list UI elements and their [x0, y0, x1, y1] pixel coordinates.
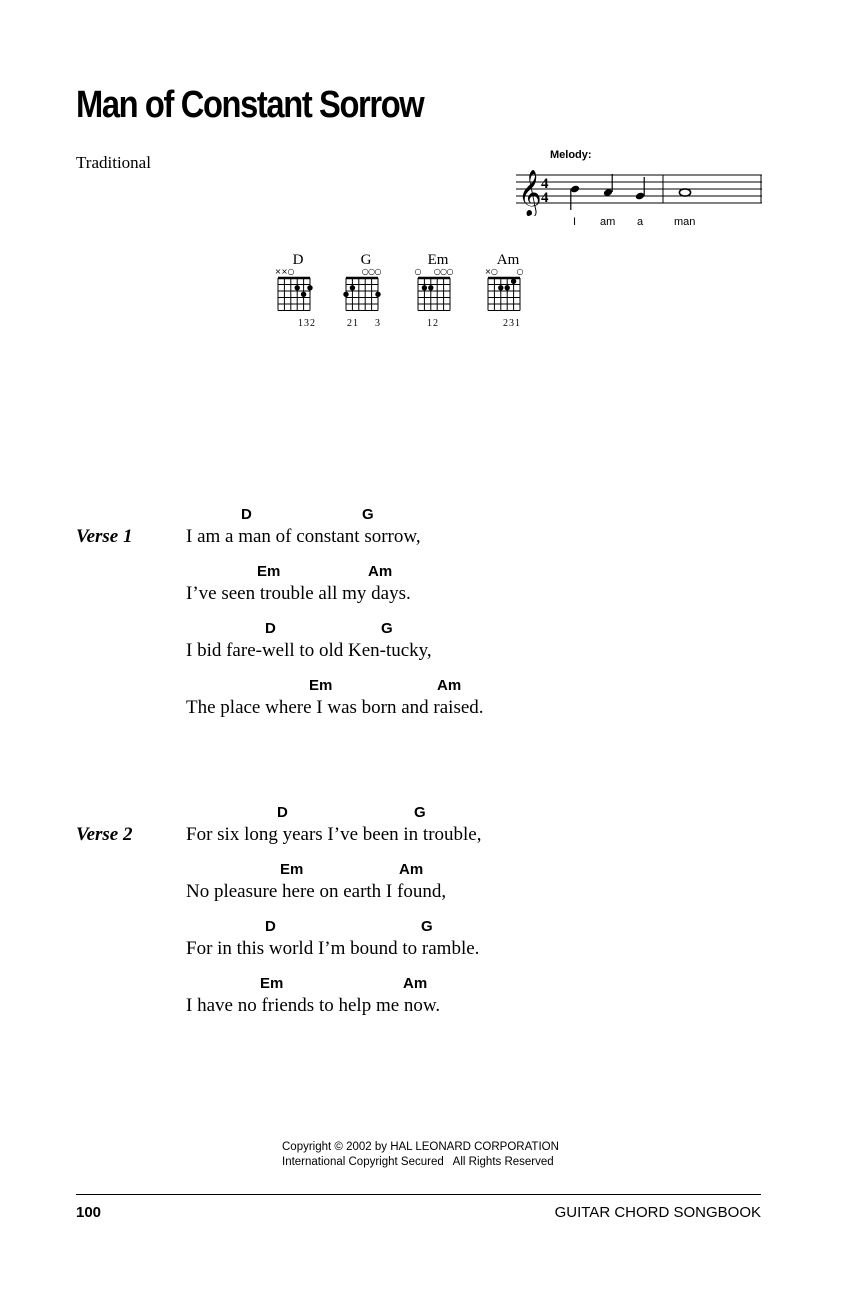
chord-symbol: Em [309, 677, 333, 694]
svg-text:○: ○ [490, 267, 498, 276]
chord-symbol: G [414, 804, 426, 821]
copyright-line: International Copyright Secured All Rights Reserved [282, 1156, 554, 1168]
chord-symbol: Am [399, 861, 424, 878]
lyric-line: I bid fare-well to old Ken-tucky, [186, 640, 432, 661]
chord-diagram-d [268, 252, 328, 336]
chord-fingering-part: 21 [347, 318, 359, 329]
lyric-line: I’ve seen trouble all my days. [186, 583, 411, 604]
chord-grid [408, 266, 468, 318]
melody-lyric: I [573, 216, 577, 228]
book-title: GUITAR CHORD SONGBOOK [554, 1204, 761, 1221]
lyric-line: For six long years I’ve been in trouble, [186, 824, 482, 845]
svg-text:×: × [274, 267, 282, 276]
chord-grid [336, 266, 396, 318]
lyric-line: For in this world I’m bound to ramble. [186, 938, 480, 959]
chord-symbol: Am [403, 975, 428, 992]
chord-fingering [347, 318, 407, 329]
chord-symbol: D [241, 506, 252, 523]
melody-staff [516, 164, 764, 216]
chord-symbol: G [381, 620, 393, 637]
chord-line [186, 918, 686, 938]
melody-note [603, 174, 613, 197]
lyric-line: No pleasure here on earth I found, [186, 881, 447, 902]
time-signature-bottom: 4 [541, 190, 549, 206]
chord-diagram-am [478, 252, 538, 336]
svg-text:×: × [281, 267, 288, 276]
chord-line [186, 861, 686, 881]
time-signature-top: 4 [541, 176, 549, 192]
svg-text:○: ○ [446, 267, 454, 276]
footer-divider [76, 1194, 761, 1195]
chord-line [186, 677, 686, 697]
chord-symbol: G [362, 506, 374, 523]
svg-text:○: ○ [287, 267, 295, 276]
melody-lyric: am [600, 216, 616, 228]
chord-symbol: Em [260, 975, 284, 992]
chord-fingering: 132 [298, 318, 316, 329]
chord-fingering-part: 3 [375, 318, 381, 329]
chord-symbol: Em [280, 861, 304, 878]
svg-text:○: ○ [433, 267, 441, 276]
chord-symbol: D [277, 804, 288, 821]
copyright-line: Copyright © 2002 by HAL LEONARD CORPORATION [282, 1141, 559, 1153]
composer-credit: Traditional [76, 153, 151, 172]
chord-symbol: Am [437, 677, 462, 694]
svg-text:○: ○ [516, 267, 524, 276]
chord-diagram-name: Em [427, 252, 449, 268]
melody-lyric: a [637, 216, 644, 228]
chord-fingering: 12 [427, 318, 439, 329]
svg-text:○: ○ [414, 267, 422, 276]
chord-diagram-name: G [360, 252, 372, 268]
chord-symbol: G [421, 918, 433, 935]
song-title: Man of Constant Sorrow [76, 84, 424, 126]
lyric-line: The place where I was born and raised. [186, 697, 484, 718]
lyric-line: I am a man of constant sorrow, [186, 526, 421, 547]
chord-line [186, 506, 686, 526]
melody-note [570, 185, 580, 210]
lyric-line: I have no friends to help me now. [186, 995, 441, 1016]
svg-text:×: × [484, 267, 492, 276]
chord-symbol: D [265, 918, 276, 935]
chord-line [186, 975, 686, 995]
chord-symbol: Em [257, 563, 281, 580]
page-number: 100 [76, 1204, 102, 1221]
verse-label: Verse 2 [76, 824, 133, 845]
melody-label: Melody: [550, 149, 592, 161]
svg-text:○: ○ [361, 267, 369, 276]
treble-clef-icon: 𝄞 [518, 170, 542, 216]
chord-symbol: D [265, 620, 276, 637]
chord-diagram-name: Am [496, 252, 520, 268]
chord-line [186, 620, 686, 640]
chord-fingering: 231 [503, 318, 521, 329]
svg-text:○: ○ [368, 267, 376, 276]
chord-symbol: Am [368, 563, 393, 580]
chord-diagram-g [336, 252, 396, 336]
chord-diagram-em [408, 252, 468, 336]
chord-grid [268, 266, 328, 318]
svg-text:○: ○ [440, 267, 448, 276]
chord-line [186, 804, 686, 824]
melody-whole-note [679, 189, 690, 196]
chord-diagram-name: D [292, 252, 304, 268]
chord-grid [478, 266, 538, 318]
chord-line [186, 563, 686, 583]
verse-label: Verse 1 [76, 526, 133, 547]
copyright-notice [282, 1140, 559, 1170]
svg-text:○: ○ [374, 267, 382, 276]
melody-lyric: man [674, 216, 696, 228]
